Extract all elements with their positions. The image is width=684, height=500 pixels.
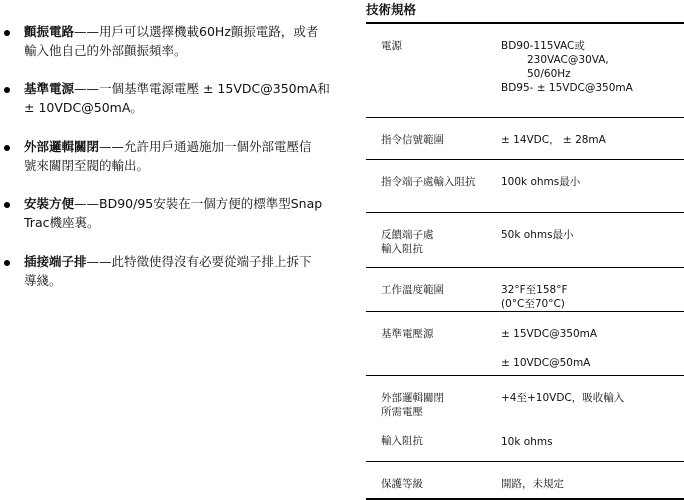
feature-title: 基準電源 [24,81,75,96]
bullet-icon [4,145,10,151]
bullet-icon [4,260,10,266]
spec-row [366,375,684,461]
spec-value: BD90-115VAC或 230VAC@30VA, 50/60Hz BD95- ± 15VDC@350mA [491,23,684,117]
bullet-icon [4,202,10,208]
spec-value: 100k ohms最小 [491,159,684,212]
feature-item [4,252,340,290]
feature-desc: 一個基準電源電壓 ± 15VDC@350mA和 [99,81,330,96]
feature-separator: —— [74,196,100,211]
spec-value: 開路，未規定 [491,461,684,499]
spec-row [366,117,684,159]
feature-desc: 導綫。 [24,273,62,288]
feature-title: 顫振電路 [24,24,75,39]
spec-name: 工作溫度範圍 [366,267,491,311]
feature-item [4,137,340,175]
spec-name: 指令信號範圍 [366,117,491,159]
feature-title: 插接端子排 [24,254,87,269]
feature-item [4,194,340,232]
spec-name: 反饋端子處 輸入阻抗 [366,212,491,267]
spec-value: 32°F至158°F (0°C至70°C) [491,267,684,311]
feature-title: 安裝方便 [24,196,75,211]
feature-desc: 允許用戶通過施加一個外部電壓信 [124,139,312,154]
spec-name: 指令端子處輸入阻抗 [366,159,491,212]
spec-value: +4至+10VDC，吸收輸入 10k ohms [491,375,684,461]
spec-row [366,159,684,212]
feature-separator: —— [86,254,112,269]
feature-item [4,22,340,60]
feature-separator: —— [74,24,100,39]
spec-row [366,311,684,375]
specs-title: 技術規格 [366,2,417,17]
feature-desc: 號來關閉至閥的輸出。 [24,158,150,173]
spec-name: 保護等級 [366,461,491,499]
feature-desc: BD90/95安裝在一個方便的標準型Snap [99,196,323,211]
feature-separator: —— [99,139,125,154]
feature-separator: —— [74,81,100,96]
feature-title: 外部邏輯關閉 [24,139,100,154]
spec-row [366,267,684,311]
feature-desc: 用戶可以選擇機載60Hz顫振電路，或者 [99,24,319,39]
feature-desc: Trac機座裏。 [24,215,100,230]
spec-name: 電源 [366,23,491,117]
spec-row [366,23,684,117]
feature-desc: 輸入他自己的外部顫振頻率。 [24,43,187,58]
spec-value: ± 14VDC， ± 28mA [491,117,684,159]
bullet-icon [4,30,10,36]
spec-name: 基準電壓源 [366,311,491,375]
spec-row [366,461,684,499]
feature-item [4,79,340,117]
spec-name: 外部邏輯關閉 所需電壓 輸入阻抗 [366,375,491,461]
spec-value: ± 15VDC@350mA ± 10VDC@50mA [491,311,684,375]
spec-row [366,212,684,267]
bullet-icon [4,87,10,93]
specs-table [366,22,684,500]
spec-value: 50k ohms最小 [491,212,684,267]
feature-desc: ± 10VDC@50mA。 [24,100,143,115]
feature-desc: 此特徵使得沒有必要從端子排上拆下 [111,254,312,269]
